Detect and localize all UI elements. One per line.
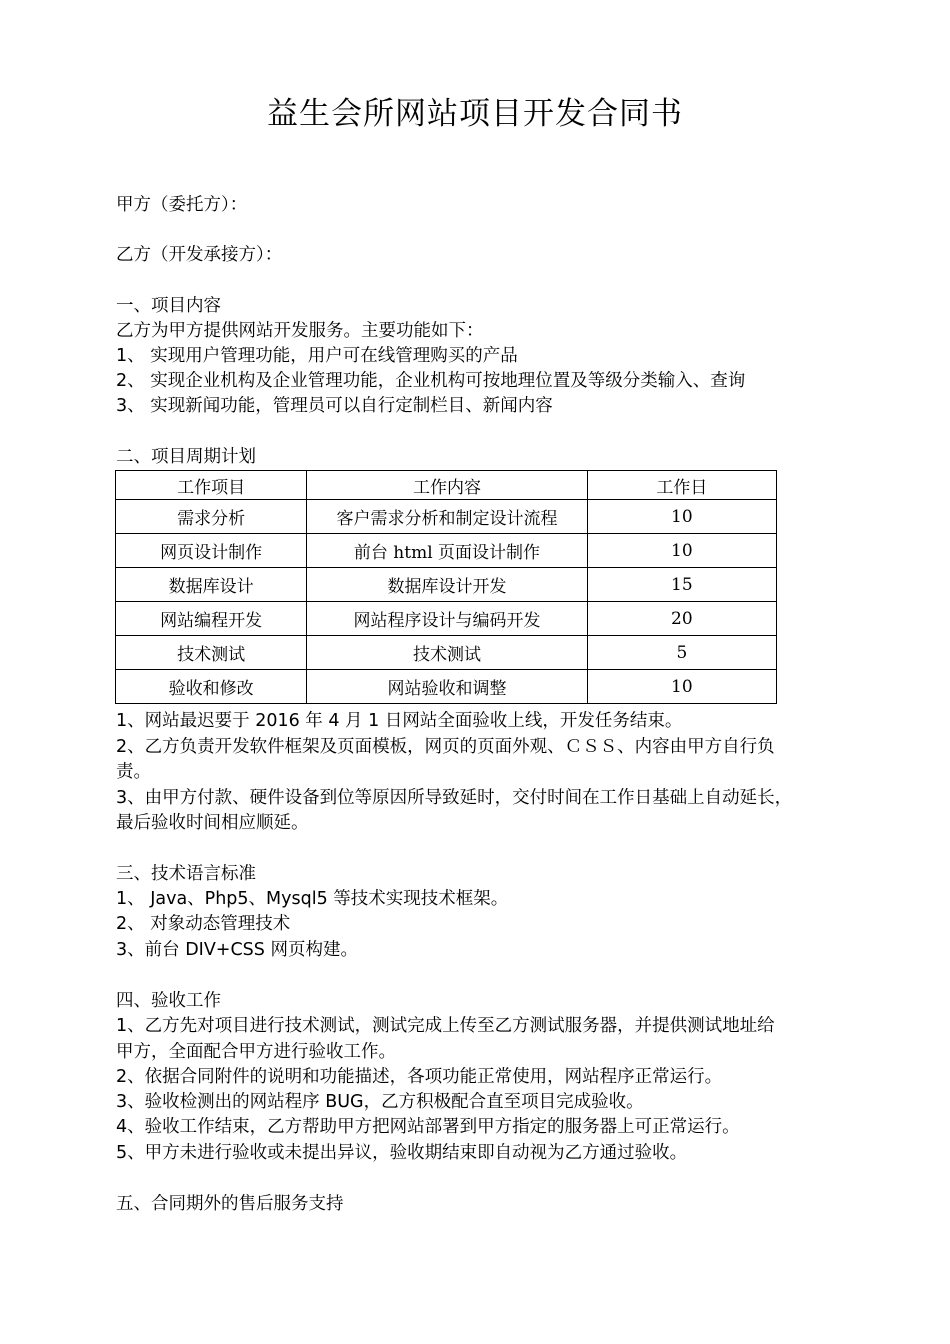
table-cell: 客户需求分析和制定设计流程 [307,500,587,534]
party-b-label: 乙方（开发承接方）： [116,245,283,265]
table-row [116,636,777,670]
table-row [116,500,777,534]
section4-heading: 四、验收工作 [116,991,221,1011]
section2-note: 1、网站最迟要于 2016 年 4 月 1 日网站全面验收上线，开发任务结束。 [116,711,683,731]
table-cell: 需求分析 [116,500,307,534]
table-row [116,568,777,602]
section3-heading: 三、技术语言标准 [116,864,256,884]
table-cell: 网站编程开发 [116,602,307,636]
table-cell: 10 [587,534,776,568]
section5-heading: 五、合同期外的售后服务支持 [116,1194,344,1214]
table-header-row [116,471,777,500]
section2-note: 3、由甲方付款、硬件设备到位等原因所导致延时，交付时间在工作日基础上自动延长， [116,788,793,808]
table-cell: 技术测试 [307,636,587,670]
section3-item: 2、 对象动态管理技术 [116,914,291,934]
section4-item: 5、甲方未进行验收或未提出异议，验收期结束即自动视为乙方通过验收。 [116,1143,688,1163]
party-a-label: 甲方（委托方）： [116,195,248,215]
section1-item: 1、 实现用户管理功能，用户可在线管理购买的产品 [116,346,518,366]
table-cell: 技术测试 [116,636,307,670]
section1-heading: 一、项目内容 [116,296,221,316]
table-cell: 网站验收和调整 [307,670,587,704]
table-row [116,534,777,568]
section2-note: 最后验收时间相应顺延。 [116,813,309,833]
table-cell: 验收和修改 [116,670,307,704]
section2-note: 责。 [116,762,151,782]
schedule-table [115,470,777,704]
section1-item: 2、 实现企业机构及企业管理功能，企业机构可按地理位置及等级分类输入、查询 [116,371,746,391]
section1-intro: 乙方为甲方提供网站开发服务。主要功能如下： [116,321,484,341]
table-row [116,602,777,636]
section1-item: 3、 实现新闻功能，管理员可以自行定制栏目、新闻内容 [116,396,553,416]
section4-item: 3、验收检测出的网站程序 BUG，乙方积极配合直至项目完成验收。 [116,1092,644,1112]
table-cell: 网页设计制作 [116,534,307,568]
table-cell: 5 [587,636,776,670]
table-cell: 10 [587,500,776,534]
table-header-cell: 工作项目 [116,471,307,500]
section4-item: 1、乙方先对项目进行技术测试，测试完成上传至乙方测试服务器，并提供测试地址给 [116,1016,775,1036]
table-cell: 15 [587,568,776,602]
table-row [116,670,777,704]
section2-heading: 二、项目周期计划 [116,447,256,467]
section4-item: 4、验收工作结束，乙方帮助甲方把网站部署到甲方指定的服务器上可正常运行。 [116,1117,740,1137]
section3-item: 3、前台 DIV+CSS 网页构建。 [116,940,358,960]
table-cell: 数据库设计 [116,568,307,602]
table-cell: 10 [587,670,776,704]
table-cell: 数据库设计开发 [307,568,587,602]
section3-item: 1、 Java、Php5、Mysql5 等技术实现技术框架。 [116,889,509,909]
table-header-cell: 工作内容 [307,471,587,500]
contract-title: 益生会所网站项目开发合同书 [267,96,683,132]
section2-note: 2、乙方负责开发软件框架及页面模板，网页的页面外观、ＣＳＳ、内容由甲方自行负 [116,737,775,757]
table-header-cell: 工作日 [587,471,776,500]
section4-item: 2、依据合同附件的说明和功能描述，各项功能正常使用，网站程序正常运行。 [116,1067,723,1087]
table-cell: 20 [587,602,776,636]
table-cell: 网站程序设计与编码开发 [307,602,587,636]
section4-item: 甲方，全面配合甲方进行验收工作。 [116,1042,396,1062]
table-cell: 前台 html 页面设计制作 [307,534,587,568]
